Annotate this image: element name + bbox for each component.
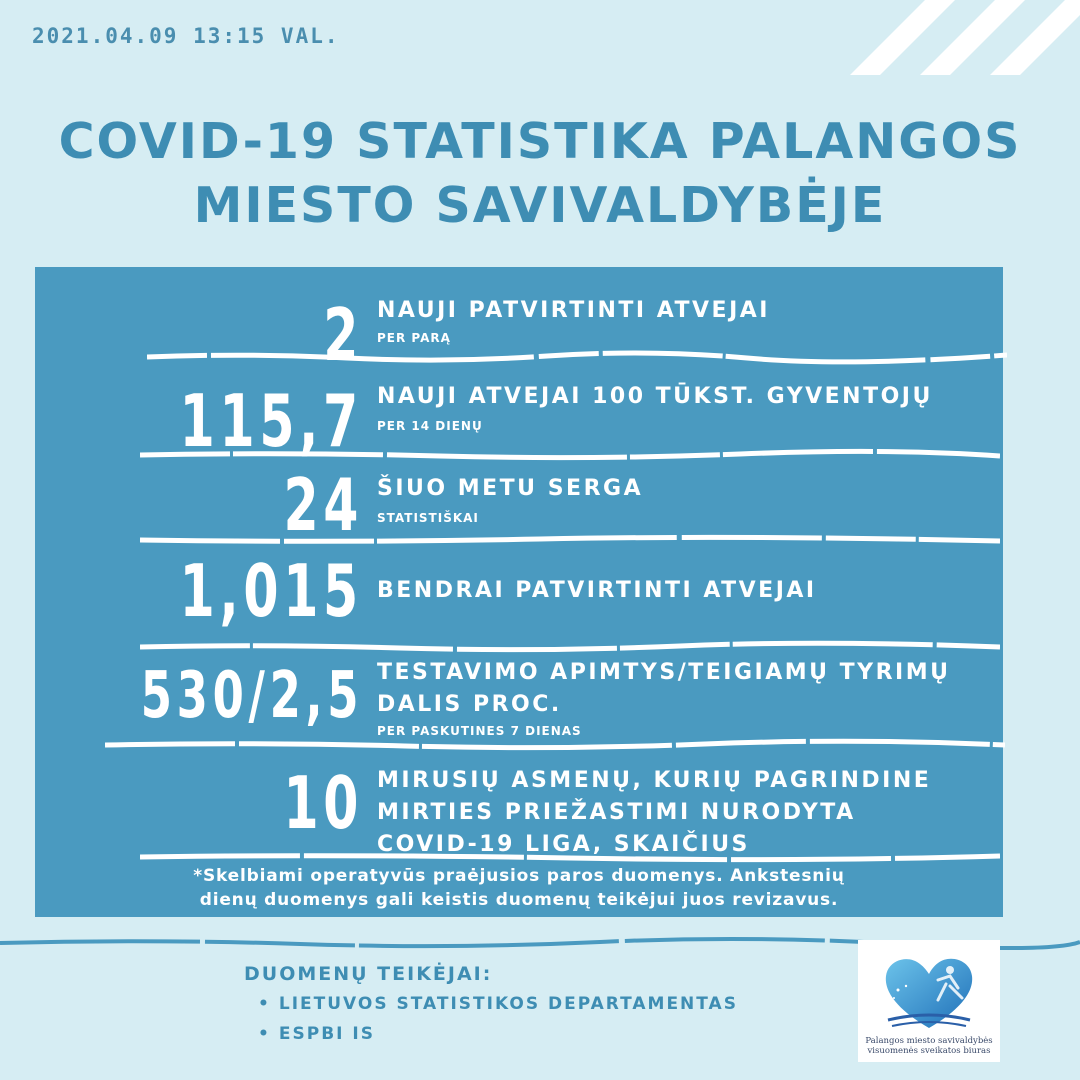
bullet-icon: •: [258, 994, 271, 1014]
provider-name: LIETUVOS STATISTIKOS DEPARTAMENTAS: [278, 994, 738, 1014]
page-title: [0, 110, 1080, 238]
stat-label-line: MIRUSIŲ ASMENŲ, KURIŲ PAGRINDINE: [377, 768, 932, 793]
stat-value: 115,7: [179, 379, 363, 463]
stats-panel: [35, 267, 1003, 917]
list-item: [258, 1019, 738, 1049]
providers-title: DUOMENŲ TEIKĖJAI:: [244, 963, 493, 985]
logo: [858, 940, 1000, 1062]
stat-label-line: COVID-19 LIGA, SKAIČIUS: [377, 832, 750, 857]
stat-value: 530/2,5: [140, 659, 363, 733]
stat-value: 2: [323, 293, 363, 377]
logo-caption: [858, 1036, 1000, 1056]
list-item: [258, 989, 738, 1019]
stat-label: [377, 765, 997, 861]
row-divider: [140, 533, 1000, 549]
title-line-1: COVID-19 STATISTIKA PALANGOS: [58, 113, 1022, 170]
provider-name: ESPBI IS: [278, 1024, 375, 1044]
stat-sublabel: PER PASKUTINES 7 DIENAS: [377, 724, 582, 738]
row-divider: [140, 849, 1000, 865]
stat-label-line: MIRTIES PRIEŽASTIMI NURODYTA: [377, 800, 856, 825]
row-divider: [140, 639, 1000, 655]
row-divider: [105, 737, 1005, 753]
stat-label-line: DALIS PROC.: [377, 692, 562, 717]
footnote-line: *Skelbiami operatyvūs praėjusios paros duomenys. Ankstesnių: [193, 866, 845, 886]
stat-label: NAUJI PATVIRTINTI ATVEJAI: [377, 298, 770, 323]
stat-value: 24: [283, 463, 363, 547]
logo-caption-line: visuomenės sveikatos biuras: [867, 1046, 991, 1056]
heart-logo-icon: [858, 940, 1000, 1036]
stat-label: BENDRAI PATVIRTINTI ATVEJAI: [377, 578, 817, 603]
stat-label: ŠIUO METU SERGA: [377, 476, 644, 501]
stat-label: NAUJI ATVEJAI 100 TŪKST. GYVENTOJŲ: [377, 384, 933, 409]
data-providers: [244, 963, 738, 1049]
row-divider: [140, 447, 1000, 463]
stat-label: [377, 657, 997, 721]
row-divider: [147, 349, 1007, 365]
decorative-stripes: [820, 0, 1080, 75]
stat-value: 10: [283, 761, 363, 845]
stat-label-line: TESTAVIMO APIMTYS/TEIGIAMŲ TYRIMŲ: [377, 660, 951, 685]
bullet-icon: •: [258, 1024, 271, 1044]
stat-value: 1,015: [179, 549, 363, 633]
title-line-2: MIESTO SAVIVALDYBĖJE: [193, 177, 887, 234]
providers-list: [244, 989, 738, 1049]
stat-sublabel: PER PARĄ: [377, 331, 451, 345]
footnote-line: dienų duomenys gali keistis duomenų teikėjui juos revizavus.: [199, 890, 839, 910]
footnote: [35, 864, 1003, 912]
stat-sublabel: STATISTIŠKAI: [377, 511, 479, 525]
logo-caption-line: Palangos miesto savivaldybės: [865, 1036, 993, 1046]
stat-sublabel: PER 14 DIENŲ: [377, 419, 483, 433]
timestamp: 2021.04.09 13:15 VAL.: [32, 24, 340, 48]
